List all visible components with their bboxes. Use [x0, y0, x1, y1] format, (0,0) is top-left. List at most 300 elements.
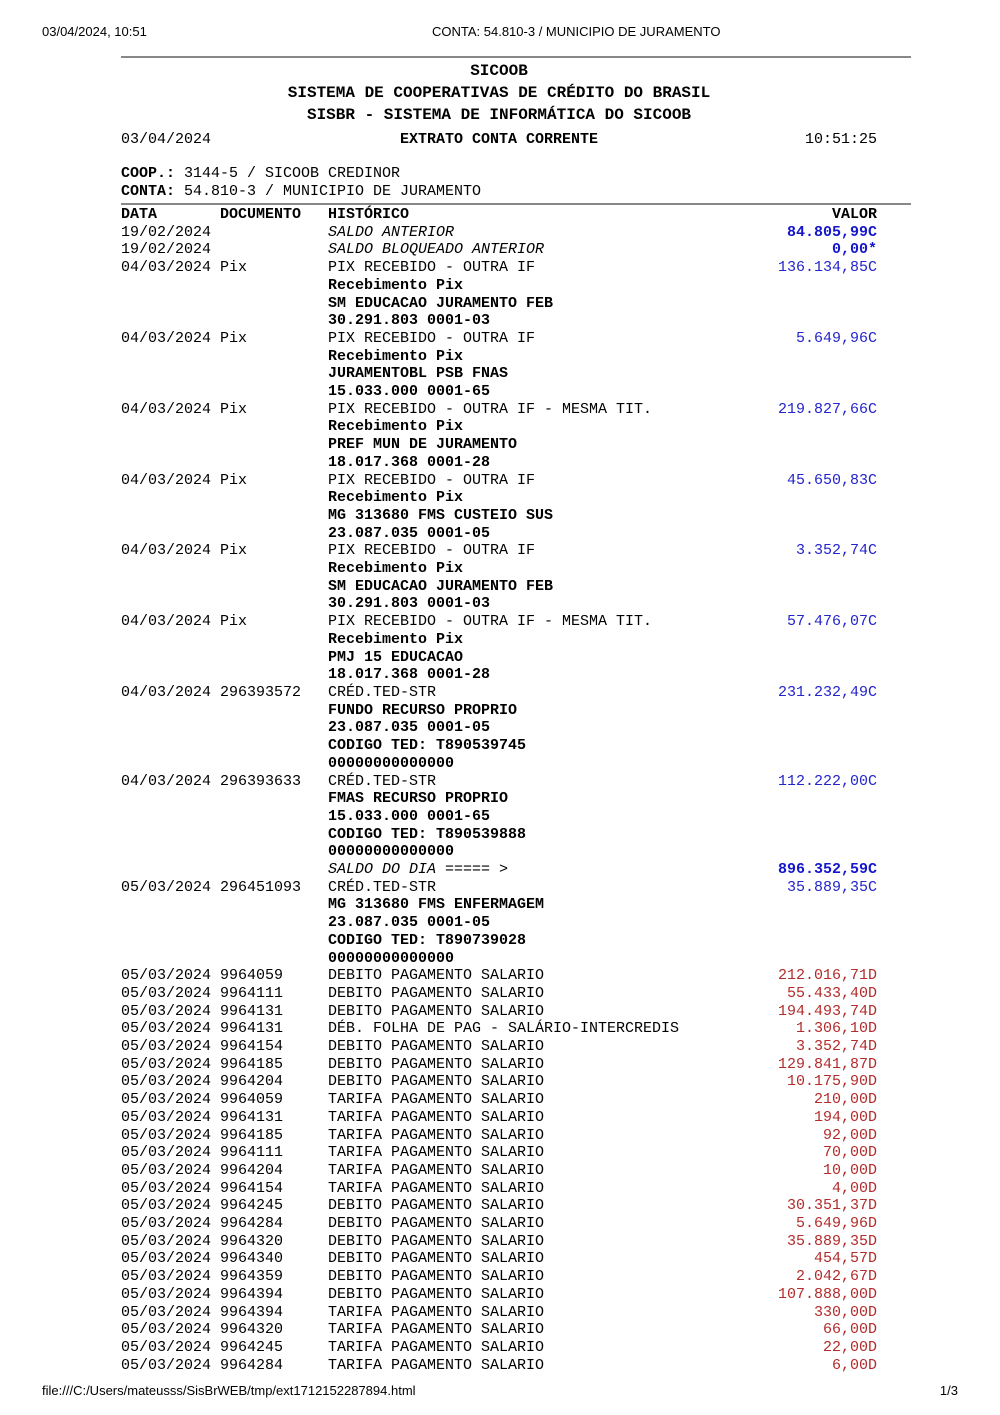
cell-historico: CODIGO TED: T890539888	[328, 825, 527, 843]
cell-historico: TARIFA PAGAMENTO SALARIO	[328, 1339, 545, 1356]
cell-historico: JURAMENTOBL PSB FNAS	[328, 365, 509, 383]
cell-data: 19/02/2024	[121, 223, 212, 241]
cell-valor: 896.352,59C	[777, 861, 877, 879]
table-row	[121, 843, 877, 861]
cell-data: 05/03/2024	[121, 1179, 212, 1197]
table-row	[121, 560, 877, 578]
cell-documento: Pix	[220, 471, 248, 489]
table-row	[121, 773, 877, 791]
cell-historico: TARIFA PAGAMENTO SALARIO	[328, 1356, 545, 1374]
column-header-data: DATA	[121, 206, 158, 223]
cell-historico: DEBITO PAGAMENTO SALARIO	[328, 1285, 545, 1303]
cell-data: 05/03/2024	[121, 1356, 212, 1374]
cell-documento: 9964204	[220, 1161, 284, 1179]
cell-documento: 296393633	[220, 772, 302, 790]
cell-data: 05/03/2024	[121, 1197, 212, 1215]
cell-data	[121, 507, 220, 525]
table-row	[121, 914, 877, 932]
cell-valor: 55.433,40D	[786, 984, 877, 1002]
conta-value: 54.810-3 / MUNICIPIO DE JURAMENTO	[184, 183, 482, 200]
cell-historico: PIX RECEBIDO - OUTRA IF	[328, 259, 536, 277]
cell-documento: 296393572	[220, 683, 302, 701]
cell-documento	[220, 224, 328, 242]
cell-historico: PIX RECEBIDO - OUTRA IF - MESMA TIT.	[328, 400, 653, 418]
cell-historico: 23.087.035 0001-05	[328, 524, 491, 542]
cell-valor: 129.841,87D	[777, 1055, 877, 1073]
cell-historico: DEBITO PAGAMENTO SALARIO	[328, 1038, 545, 1056]
cell-historico: TARIFA PAGAMENTO SALARIO	[328, 1179, 545, 1197]
cell-data	[121, 790, 220, 808]
cell-historico: 18.017.368 0001-28	[328, 666, 491, 684]
cell-historico: 00000000000000	[328, 949, 455, 967]
cell-historico: 15.033.000 0001-65	[328, 383, 491, 401]
cell-documento: 9964320	[220, 1321, 284, 1339]
cell-documento	[220, 595, 328, 613]
print-datetime: 03/04/2024, 10:51	[42, 24, 147, 39]
table-row	[121, 472, 877, 490]
cell-data	[121, 755, 220, 773]
cell-data	[121, 578, 220, 596]
cell-historico: TARIFA PAGAMENTO SALARIO	[328, 1144, 545, 1162]
cell-valor: 2.042,67D	[795, 1268, 877, 1286]
cell-data	[121, 808, 220, 826]
cell-valor: 210,00D	[813, 1091, 877, 1109]
cell-documento	[220, 861, 328, 879]
table-row	[121, 436, 877, 454]
cell-data	[121, 843, 220, 861]
cell-data: 05/03/2024	[121, 1038, 212, 1056]
cell-historico: 23.087.035 0001-05	[328, 719, 491, 737]
cell-data: 05/03/2024	[121, 1073, 212, 1091]
cell-documento	[220, 950, 328, 968]
cell-data: 05/03/2024	[121, 1303, 212, 1321]
table-row	[121, 489, 877, 507]
cell-documento	[220, 649, 328, 667]
table-row	[121, 1215, 877, 1233]
cell-documento	[220, 454, 328, 472]
cell-historico: FMAS RECURSO PROPRIO	[328, 790, 509, 808]
table-row	[121, 1250, 877, 1268]
table-row	[121, 879, 877, 897]
table-row	[121, 684, 877, 702]
table-row	[121, 967, 877, 985]
cell-data: 04/03/2024	[121, 613, 212, 631]
cell-data: 04/03/2024	[121, 471, 212, 489]
cell-data	[121, 365, 220, 383]
cell-data: 05/03/2024	[121, 1232, 212, 1250]
table-row	[121, 737, 877, 755]
cell-documento: 9964204	[220, 1073, 284, 1091]
cell-documento	[220, 436, 328, 454]
cell-historico: SALDO BLOQUEADO ANTERIOR	[328, 241, 545, 259]
table-row	[121, 861, 877, 879]
cell-historico: DEBITO PAGAMENTO SALARIO	[328, 1250, 545, 1268]
cell-valor: 45.650,83C	[786, 471, 877, 489]
cell-historico: CRÉD.TED-STR	[328, 683, 437, 701]
cell-historico: DEBITO PAGAMENTO SALARIO	[328, 967, 545, 985]
cell-documento	[220, 348, 328, 366]
table-row	[121, 1109, 877, 1127]
browser-print-header	[0, 24, 1000, 40]
table-row	[121, 1020, 877, 1038]
cell-documento	[220, 383, 328, 401]
table-row	[121, 418, 877, 436]
cell-documento	[220, 525, 328, 543]
cell-data	[121, 649, 220, 667]
cell-historico: MG 313680 FMS CUSTEIO SUS	[328, 506, 554, 524]
table-row	[121, 1056, 877, 1074]
cell-valor: 107.888,00D	[777, 1285, 877, 1303]
bank-full-name: SISTEMA DE COOPERATIVAS DE CRÉDITO DO BRASIL	[287, 84, 711, 102]
table-row	[121, 790, 877, 808]
table-row	[121, 348, 877, 366]
table-row	[121, 259, 877, 277]
table-row	[121, 1304, 877, 1322]
table-row	[121, 649, 877, 667]
bank-name: SICOOB	[470, 62, 528, 80]
cell-historico: DEBITO PAGAMENTO SALARIO	[328, 1215, 545, 1233]
cell-documento: Pix	[220, 329, 248, 347]
table-row	[121, 896, 877, 914]
table-row	[121, 755, 877, 773]
cell-valor: 212.016,71D	[777, 967, 877, 985]
cell-valor: 112.222,00C	[777, 772, 877, 790]
cell-valor: 30.351,37D	[786, 1197, 877, 1215]
cell-documento: 9964185	[220, 1055, 284, 1073]
cell-data	[121, 454, 220, 472]
cell-historico: TARIFA PAGAMENTO SALARIO	[328, 1321, 545, 1339]
cell-historico: PIX RECEBIDO - OUTRA IF - MESMA TIT.	[328, 613, 653, 631]
column-header-historico: HISTÓRICO	[328, 206, 410, 223]
cell-documento	[220, 843, 328, 861]
table-row	[121, 1038, 877, 1056]
cell-documento: 9964320	[220, 1232, 284, 1250]
cell-documento: 9964111	[220, 984, 284, 1002]
table-row	[121, 1003, 877, 1021]
cell-documento	[220, 560, 328, 578]
cell-historico: 00000000000000	[328, 843, 455, 861]
cell-data	[121, 719, 220, 737]
cell-documento	[220, 507, 328, 525]
statement-document	[121, 60, 877, 1374]
cell-historico: TARIFA PAGAMENTO SALARIO	[328, 1126, 545, 1144]
table-row	[121, 330, 877, 348]
cell-data	[121, 914, 220, 932]
column-header-documento: DOCUMENTO	[220, 206, 302, 223]
cell-documento: 9964131	[220, 1108, 284, 1126]
cell-data: 05/03/2024	[121, 1108, 212, 1126]
statement-date: 03/04/2024	[121, 131, 212, 148]
table-row	[121, 365, 877, 383]
cell-documento: 9964245	[220, 1197, 284, 1215]
cell-documento	[220, 631, 328, 649]
table-row	[121, 808, 877, 826]
table-row	[121, 1073, 877, 1091]
table-row	[121, 578, 877, 596]
print-document-title: CONTA: 54.810-3 / MUNICIPIO DE JURAMENTO	[432, 24, 721, 39]
cell-data	[121, 383, 220, 401]
table-row	[121, 631, 877, 649]
cell-historico: 15.033.000 0001-65	[328, 807, 491, 825]
cell-valor: 5.649,96D	[795, 1215, 877, 1233]
cell-data: 04/03/2024	[121, 400, 212, 418]
table-row	[121, 932, 877, 950]
cell-data: 05/03/2024	[121, 1055, 212, 1073]
cell-historico: DEBITO PAGAMENTO SALARIO	[328, 1232, 545, 1250]
table-row	[121, 383, 877, 401]
table-row	[121, 985, 877, 1003]
cell-documento	[220, 914, 328, 932]
cell-historico: SALDO ANTERIOR	[328, 223, 455, 241]
cell-data: 05/03/2024	[121, 1091, 212, 1109]
cell-data	[121, 312, 220, 330]
cell-valor: 92,00D	[822, 1126, 877, 1144]
table-row	[121, 1091, 877, 1109]
cell-valor: 194.493,74D	[777, 1002, 877, 1020]
cell-historico: DEBITO PAGAMENTO SALARIO	[328, 1002, 545, 1020]
cell-valor: 10,00D	[822, 1161, 877, 1179]
cell-historico: CRÉD.TED-STR	[328, 878, 437, 896]
cell-data: 05/03/2024	[121, 1250, 212, 1268]
cell-data	[121, 436, 220, 454]
cell-documento: 9964154	[220, 1038, 284, 1056]
table-row	[121, 295, 877, 313]
cell-data	[121, 826, 220, 844]
cell-data: 19/02/2024	[121, 241, 212, 259]
cell-valor: 0,00*	[831, 241, 877, 259]
cell-valor: 1.306,10D	[795, 1020, 877, 1038]
cell-documento: 9964245	[220, 1339, 284, 1356]
cell-documento: 9964131	[220, 1020, 284, 1038]
cell-documento: 9964131	[220, 1002, 284, 1020]
cell-data	[121, 737, 220, 755]
cell-data	[121, 702, 220, 720]
cell-documento: 9964059	[220, 967, 284, 985]
cell-data: 05/03/2024	[121, 878, 212, 896]
statement-title: EXTRATO CONTA CORRENTE	[399, 131, 599, 148]
cell-data: 05/03/2024	[121, 967, 212, 985]
cell-data: 04/03/2024	[121, 542, 212, 560]
cell-data: 05/03/2024	[121, 1215, 212, 1233]
cell-data: 05/03/2024	[121, 1002, 212, 1020]
table-row	[121, 542, 877, 560]
cell-historico: PIX RECEBIDO - OUTRA IF	[328, 329, 536, 347]
cell-data: 04/03/2024	[121, 259, 212, 277]
cell-valor: 231.232,49C	[777, 683, 877, 701]
cell-documento	[220, 719, 328, 737]
table-row	[121, 1268, 877, 1286]
cell-valor: 219.827,66C	[777, 400, 877, 418]
cell-historico: MG 313680 FMS ENFERMAGEM	[328, 896, 545, 914]
cell-data	[121, 896, 220, 914]
cell-data	[121, 489, 220, 507]
cell-documento: 9964185	[220, 1126, 284, 1144]
cell-historico: Recebimento Pix	[328, 418, 464, 436]
cell-valor: 330,00D	[813, 1303, 877, 1321]
statement-time: 10:51:25	[804, 131, 877, 148]
cell-documento: 296451093	[220, 878, 302, 896]
cell-historico: PREF MUN DE JURAMENTO	[328, 436, 518, 454]
cell-valor: 3.352,74C	[795, 542, 877, 560]
cell-documento: Pix	[220, 400, 248, 418]
cell-historico: DEBITO PAGAMENTO SALARIO	[328, 1268, 545, 1286]
table-row	[121, 1357, 877, 1375]
cell-documento: 9964394	[220, 1303, 284, 1321]
table-top-divider	[121, 203, 911, 205]
cell-documento	[220, 277, 328, 295]
table-row	[121, 1162, 877, 1180]
cell-documento	[220, 578, 328, 596]
cell-documento	[220, 295, 328, 313]
table-row	[121, 826, 877, 844]
cell-historico: CODIGO TED: T890539745	[328, 737, 527, 755]
cell-documento	[220, 737, 328, 755]
cell-valor: 6,00D	[831, 1356, 877, 1374]
cell-documento: 9964059	[220, 1091, 284, 1109]
table-row	[121, 1180, 877, 1198]
cell-historico: DEBITO PAGAMENTO SALARIO	[328, 984, 545, 1002]
cell-historico: TARIFA PAGAMENTO SALARIO	[328, 1303, 545, 1321]
cell-historico: SM EDUCACAO JURAMENTO FEB	[328, 294, 554, 312]
cell-historico: CODIGO TED: T890739028	[328, 931, 527, 949]
cell-valor: 454,57D	[813, 1250, 877, 1268]
table-row	[121, 1321, 877, 1339]
cell-historico: 18.017.368 0001-28	[328, 453, 491, 471]
cell-valor: 57.476,07C	[786, 613, 877, 631]
cell-historico: Recebimento Pix	[328, 630, 464, 648]
cell-historico: Recebimento Pix	[328, 347, 464, 365]
cell-historico: DEBITO PAGAMENTO SALARIO	[328, 1073, 545, 1091]
cell-historico: 00000000000000	[328, 754, 455, 772]
cell-historico: SM EDUCACAO JURAMENTO FEB	[328, 577, 554, 595]
cell-documento: 9964340	[220, 1250, 284, 1268]
cell-data: 05/03/2024	[121, 984, 212, 1002]
cell-valor: 70,00D	[822, 1144, 877, 1162]
table-row	[121, 719, 877, 737]
cell-historico: DÉB. FOLHA DE PAG - SALÁRIO-INTERCREDIS	[328, 1020, 680, 1038]
table-row	[121, 312, 877, 330]
cell-historico: PIX RECEBIDO - OUTRA IF	[328, 542, 536, 560]
cell-documento: 9964111	[220, 1144, 284, 1162]
cell-data: 05/03/2024	[121, 1285, 212, 1303]
cell-valor: 66,00D	[822, 1321, 877, 1339]
table-row	[121, 702, 877, 720]
table-row	[121, 224, 877, 242]
cell-data: 05/03/2024	[121, 1126, 212, 1144]
browser-print-footer	[0, 1383, 1000, 1399]
coop-value: 3144-5 / SICOOB CREDINOR	[184, 165, 401, 182]
table-row	[121, 1144, 877, 1162]
cell-historico: TARIFA PAGAMENTO SALARIO	[328, 1161, 545, 1179]
cell-data: 05/03/2024	[121, 1161, 212, 1179]
cell-documento	[220, 418, 328, 436]
table-row	[121, 613, 877, 631]
cell-data: 04/03/2024	[121, 329, 212, 347]
column-header-valor: VALOR	[831, 206, 877, 223]
cell-documento: 9964394	[220, 1285, 284, 1303]
cell-data	[121, 631, 220, 649]
table-row	[121, 1127, 877, 1145]
table-row	[121, 525, 877, 543]
coop-label: COOP.:	[121, 165, 176, 182]
table-row	[121, 454, 877, 472]
cell-historico: 30.291.803 0001-03	[328, 595, 491, 613]
cell-historico: PMJ 15 EDUCACAO	[328, 648, 464, 666]
cell-data: 05/03/2024	[121, 1268, 212, 1286]
cell-valor: 5.649,96C	[795, 329, 877, 347]
cell-valor: 4,00D	[831, 1179, 877, 1197]
cell-valor: 84.805,99C	[786, 223, 877, 241]
cell-documento	[220, 896, 328, 914]
cell-documento: 9964284	[220, 1356, 284, 1374]
cell-historico: PIX RECEBIDO - OUTRA IF	[328, 471, 536, 489]
cell-data	[121, 295, 220, 313]
table-row	[121, 1286, 877, 1304]
cell-data	[121, 277, 220, 295]
conta-row	[121, 183, 877, 201]
cell-documento: 9964284	[220, 1215, 284, 1233]
cell-documento	[220, 365, 328, 383]
cell-data	[121, 932, 220, 950]
cell-documento	[220, 826, 328, 844]
statement-title-row	[121, 131, 877, 149]
cell-documento	[220, 932, 328, 950]
cell-valor: 35.889,35C	[786, 878, 877, 896]
cell-documento	[220, 489, 328, 507]
table-header-row	[121, 206, 877, 224]
table-row	[121, 507, 877, 525]
cell-valor: 22,00D	[822, 1339, 877, 1356]
cell-historico: SALDO DO DIA ===== >	[328, 861, 509, 879]
cell-historico: 23.087.035 0001-05	[328, 914, 491, 932]
cell-documento	[220, 241, 328, 259]
table-row	[121, 595, 877, 613]
cell-historico: CRÉD.TED-STR	[328, 772, 437, 790]
cell-data: 04/03/2024	[121, 683, 212, 701]
cell-documento	[220, 755, 328, 773]
cell-data: 05/03/2024	[121, 1144, 212, 1162]
cell-historico: Recebimento Pix	[328, 276, 464, 294]
cell-valor: 35.889,35D	[786, 1232, 877, 1250]
page-number: 1/3	[939, 1383, 958, 1398]
cell-documento	[220, 312, 328, 330]
table-row	[121, 1233, 877, 1251]
top-divider	[121, 56, 911, 58]
cell-historico: TARIFA PAGAMENTO SALARIO	[328, 1108, 545, 1126]
table-row	[121, 950, 877, 968]
cell-valor: 3.352,74D	[795, 1038, 877, 1056]
cell-documento	[220, 808, 328, 826]
cell-documento: Pix	[220, 542, 248, 560]
cell-data: 05/03/2024	[121, 1321, 212, 1339]
cell-historico: DEBITO PAGAMENTO SALARIO	[328, 1197, 545, 1215]
cell-data	[121, 560, 220, 578]
cell-historico: Recebimento Pix	[328, 560, 464, 578]
system-name: SISBR - SISTEMA DE INFORMÁTICA DO SICOOB	[306, 106, 692, 124]
cell-documento: Pix	[220, 259, 248, 277]
cell-historico: Recebimento Pix	[328, 489, 464, 507]
cell-data	[121, 595, 220, 613]
cell-valor: 194,00D	[813, 1108, 877, 1126]
statement-rows	[121, 224, 877, 1375]
cell-data: 05/03/2024	[121, 1339, 212, 1356]
cell-data	[121, 418, 220, 436]
table-row	[121, 401, 877, 419]
cell-data	[121, 666, 220, 684]
table-row	[121, 666, 877, 684]
table-row	[121, 1339, 877, 1357]
cell-data	[121, 861, 220, 879]
